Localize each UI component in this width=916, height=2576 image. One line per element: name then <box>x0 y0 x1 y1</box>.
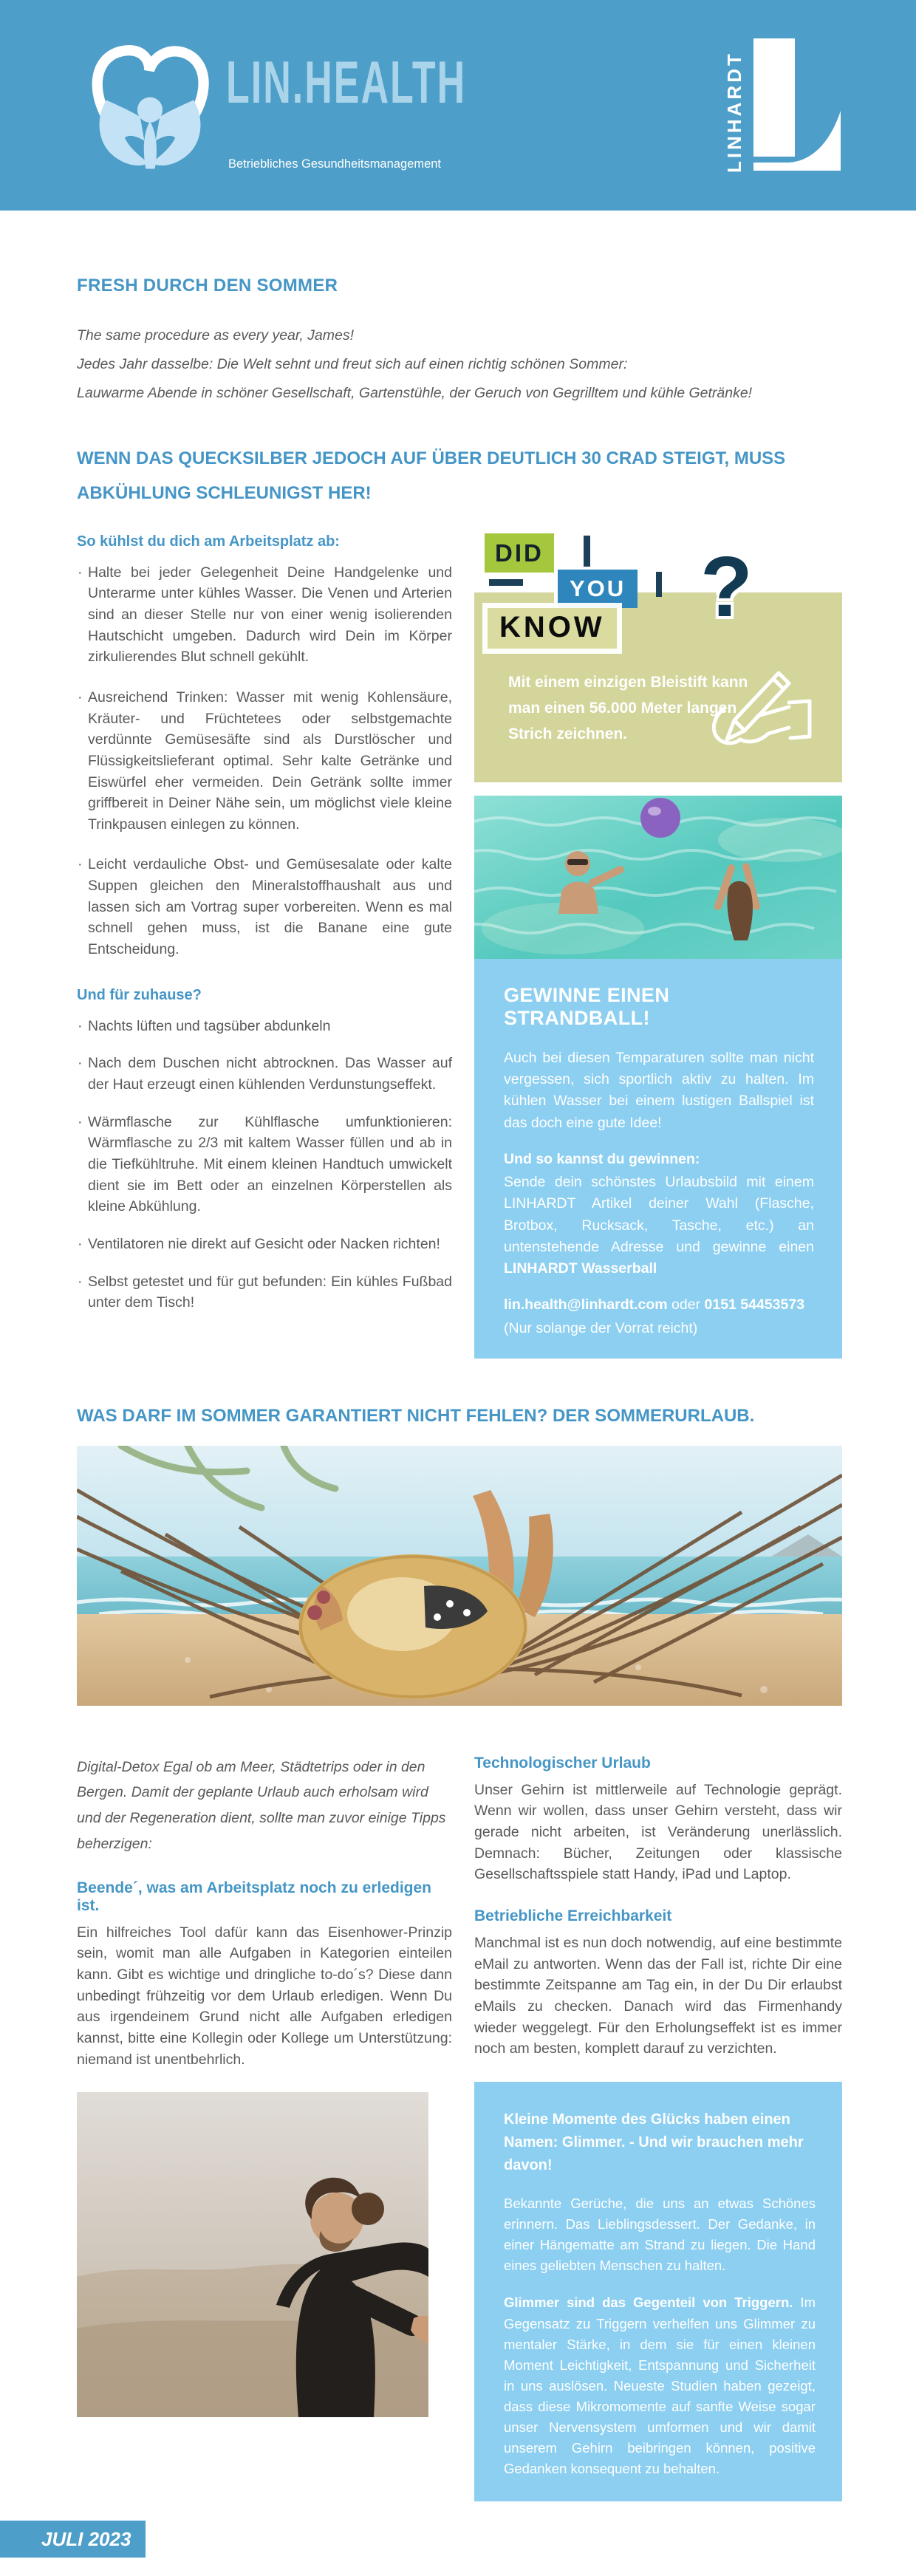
columns-bottom <box>77 1755 842 2502</box>
glimmer-title: Kleine Momente des Glücks haben einen Namen: Glimmer. - Und wir brauchen mehr davon! <box>504 2111 804 2173</box>
detox-intro: Digital-Detox Egal ob am Meer, Städtetrips oder in den Bergen. Damit der geplante Urlaub auch erholsam wird und der Regeneration dient, sollte man zuvor einige Tipps beherzigen: <box>77 1758 446 1852</box>
did-you-know-badge <box>485 533 842 650</box>
column-facts <box>474 533 842 1359</box>
newsletter-body <box>0 276 916 2501</box>
home-heading: Und für zuhause? <box>77 986 202 1003</box>
fact-text: Mit einem einzigen Bleistift kann man einen 56.000 Meter langen Strich zeichnen. <box>508 673 748 742</box>
contest-box <box>474 959 842 1359</box>
glimmer-p2-rest: Im Gegensatz zu Triggern verhelfen uns Glimmer zu mentaler Stärke, in dem sie für einen kleinen Moment Leichtigkeit, Entspannung und Sicherheit in uns auslösen. Neueste Studien haben gezeigt, dass diese Mikromomente auf sanfte Weise sogar unser Nervensystem umformen und wir damit unserem Gehirn beibringen können, positive Gedanken konsequent zu behalten. <box>504 2295 816 2477</box>
contest-intro: Auch bei diesen Temparaturen sollte man nicht vergessen, sich sportlich aktiv zu halten. Im kühlen Wasser bei einem lustigen Ballspiel ist das doch eine gute Idee! <box>504 1049 814 1131</box>
tip2-title: Technologischer Urlaub <box>474 1754 651 1772</box>
man-photo <box>77 2092 428 2417</box>
tip2-text: Unser Gehirn ist mittlerweile auf Technologie geprägt. Wenn wir wollen, dass unser Gehirn versteht, dass wir gerade nicht arbeiten, ist Veränderung unerlässlich. Demnach: Bücher, Zeitungen oder klassische Gesellschaftsspiele statt Handy, iPad und Laptop. <box>474 1781 842 1883</box>
heat-heading: WENN DAS QUECKSILBER JEDOCH AUF ÜBER DEUTLICH 30 CRAD STEIGT, MUSS ABKÜHLUNG SCHLEUNIGST HER! <box>77 448 786 503</box>
tip3-text: Manchmal ist es nun doch notwendig, auf eine bestimmte eMail zu antworten. Wenn das der Fall ist, richte Dir eine bestimmte Zeitspanne am Tag ein, in der Du Dir erlaubst eMails zu checken. Danach wird das Firmenhandy wieder weggelegt. Für den Erholungseffekt ist es immer noch am besten, komplett darauf zu verzichten. <box>474 1935 842 2057</box>
brand-name: LIN.HEALTH <box>226 49 467 117</box>
tip1-title: Beende´, was am Arbeitsplatz noch zu erledigen ist. <box>77 1879 431 1914</box>
contact-phone: 0151 54453573 <box>704 1296 805 1313</box>
contest-note: (Nur solange der Vorrat reicht) <box>504 1319 698 1336</box>
tip3-title: Betriebliche Erreichbarkeit <box>474 1907 672 1925</box>
tip1-text: Ein hilfreiches Tool dafür kann das Eisenhower-Prinzip sein, womit man alle Aufgaben in Kategorien einteilen kann. Gibt es wichtige und dringliche to-do´s? Diese dann unbedingt frühzeitig vor dem Urlaub erledigen. Wenn Du aus irgendeinem Grund nicht alle Aufgaben erledigen kannst, bitte eine Kollegin oder Kollege um Unterstützung: niemand ist unentbehrlich. <box>77 1924 452 2068</box>
issue-date: JULI 2023 <box>41 2527 131 2550</box>
linhardt-wordmark: LINHARDT <box>723 51 745 173</box>
home-bullet: · Ventilatoren nie direkt auf Gesicht oder Nacken richten! <box>77 1234 452 1255</box>
contact-separator: oder <box>667 1296 705 1313</box>
writing-hand-icon <box>702 663 820 759</box>
brand-block <box>226 49 467 171</box>
linhardt-l-icon <box>751 38 845 179</box>
issue-date-bar <box>0 2521 146 2558</box>
columns-top <box>77 533 842 1359</box>
home-bullet: · Nach dem Duschen nicht abtrocknen. Das Wasser auf der Haut erzeugt einen kühlenden Verdunstungseffekt. <box>77 1053 452 1095</box>
contact-email-link[interactable]: lin.health@linhardt.com <box>504 1296 668 1313</box>
column-erreichbarkeit <box>474 1755 842 2502</box>
question-mark-icon: ? <box>700 538 753 635</box>
glimmer-p1: Bekannte Gerüche, die uns an etwas Schönes erinnern. Das Lieblingsdessert. Der Gedanke, in einer Hängematte am Strand zu liegen. Die Hand eines geliebten Menschen zu halten. <box>504 2196 816 2274</box>
glimmer-box <box>474 2082 842 2501</box>
bottom-margin <box>0 2558 916 2576</box>
badge-did: DID <box>485 533 554 573</box>
header-banner <box>0 0 916 211</box>
brand-tagline: Betriebliches Gesundheitsmanagement <box>228 157 442 171</box>
badge-tick-icon <box>584 536 590 567</box>
intro-line: Jedes Jahr dasselbe: Die Welt sehnt und freut sich auf einen richtig schönen Sommer: <box>77 356 628 372</box>
heart-hands-logo-icon <box>80 31 220 179</box>
badge-dash-icon <box>489 579 523 586</box>
workplace-bullet: · Leicht verdauliche Obst- und Gemüsesalate oder kalte Suppen gleichen den Mineralstoffhaushalt aus und lassen sich am Vortrag super vorbereiten. Wenn es mal schnell gehen muss, ist die Banane eine gute Entscheidung. <box>77 854 452 960</box>
glimmer-p2-lead: Glimmer sind das Gegenteil von Triggern. <box>504 2295 793 2311</box>
workplace-heading: So kühlst du dich am Arbeitsplatz ab: <box>77 533 340 550</box>
contest-prize: LINHARDT Wasserball <box>504 1260 657 1277</box>
column-tips <box>77 533 452 1330</box>
intro-line: The same procedure as every year, James! <box>77 327 355 344</box>
workplace-bullet: · Ausreichend Trinken: Wasser mit wenig Kohlensäure, Kräuter- und Früchtetees oder selbstgemachte verdünnte Gemüsesäfte sind als Durstlöscher und Flüssigkeitslieferant optimal. Sehr kalte Getränke und Eiswürfel eher vermeiden. Dein Getränk sollte immer griffbereit in Deiner Nähe sein, um möglichst viele kleine Trinkpausen einlegen zu können. <box>77 687 452 836</box>
home-bullet: · Wärmflasche zur Kühlflasche umfunktionieren: Wärmflasche zu 2/3 mit kaltem Wasser füllen und ab in die Tiefkühltruhe. Mit einem kleinen Handtuch umwickelt dient sie im Bett oder an einzelnen Körperstellen als kleine Abkühlung. <box>77 1112 452 1217</box>
pool-photo <box>474 796 842 959</box>
home-bullet: · Selbst getestet und für gut befunden: Ein kühles Fußbad unter dem Tisch! <box>77 1271 452 1313</box>
intro-paragraph <box>77 321 842 408</box>
contest-how-text <box>504 1172 814 1280</box>
badge-you: YOU <box>554 570 638 608</box>
badge-tick-icon <box>656 572 662 597</box>
linhardt-logo <box>723 38 845 179</box>
contest-how-title: Und so kannst du gewinnen: <box>504 1150 700 1167</box>
contest-contact <box>504 1294 814 1316</box>
intro-title: FRESH DURCH DEN SOMMER <box>77 276 338 295</box>
summer-heading: WAS DARF IM SOMMER GARANTIERT NICHT FEHLEN? DER SOMMERURLAUB. <box>77 1405 755 1426</box>
column-detox <box>77 1755 452 2417</box>
intro-line: Lauwarme Abende in schöner Gesellschaft, Gartenstühle, der Geruch von Gegrilltem und kühle Getränke! <box>77 385 753 401</box>
badge-know: KNOW <box>488 608 617 649</box>
glimmer-p2 <box>504 2292 816 2479</box>
home-bullet: · Nachts lüften und tagsüber abdunkeln <box>77 1016 452 1037</box>
contest-how-body: Sende dein schönstes Urlaubsbild mit einem LINHARDT Artikel deiner Wahl (Flasche, Brotbox, Rucksack, Tasche, etc.) an untenstehende Adresse und gewinne einen <box>504 1174 814 1255</box>
contest-title: GEWINNE EINEN STRANDBALL! <box>504 983 670 1029</box>
workplace-bullet: · Halte bei jeder Gelegenheit Deine Handgelenke und Unterarme unter kühles Wasser. Die Venen und Arterien sind an dieser Stelle nur von einer wenig isolierenden Hautschicht umgeben. Dadurch wird Dein im Körper zirkulierendes Blut schnell gekühlt. <box>77 562 452 668</box>
hammock-photo <box>77 1446 842 1706</box>
